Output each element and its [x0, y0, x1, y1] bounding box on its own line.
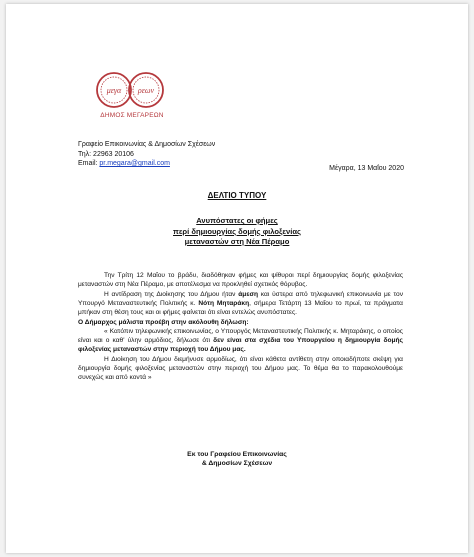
- logo-left-text: μεγα: [106, 86, 122, 95]
- signature-line-1: Εκ του Γραφείου Επικοινωνίας: [187, 451, 287, 458]
- sender-phone: Τηλ: 22963 20106: [78, 150, 134, 158]
- logo-right-text: ρεων: [137, 86, 155, 95]
- signature-block: [6, 450, 468, 468]
- body-text: [78, 272, 403, 384]
- logo-caption: ΔΗΜΟΣ ΜΕΓΑΡΕΩΝ: [100, 112, 164, 119]
- sender-office: Γραφείο Επικοινωνίας & Δημοσίων Σχέσεων: [78, 141, 216, 148]
- paragraph-3: Ο Δήμαρχος μάλιστα προέβη στην ακόλουθη δήλωση:: [78, 318, 249, 326]
- press-release-title: ΔΕΛΤΙΟ ΤΥΠΟΥ: [207, 191, 267, 200]
- email-link[interactable]: pr.megara@gmail.com: [99, 160, 170, 168]
- subject-line-1: Ανυπόστατες οι φήμες: [196, 216, 278, 225]
- paragraph-4: « Κατόπιν τηλεφωνικής επικοινωνίας, ο Υπουργός Μεταναστευτικής Πολιτικής κ. Μηταράκης, ο οποίος είναι και ο καθ' ύλην αρμόδιος, δήλωσε ότι δεν είναι στα σχέδια του Υπουργείου η δημιουργία δομής φιλοξενίας μεταναστών στην περιοχή του Δήμου μας.: [78, 328, 403, 354]
- municipality-logo: [94, 62, 168, 118]
- email-label: Email:: [78, 160, 100, 168]
- sender-block: [78, 140, 215, 169]
- signature-line-2: & Δημοσίων Σχέσεων: [201, 460, 273, 468]
- press-release-page: [6, 4, 468, 553]
- sender-email-line: [78, 159, 215, 169]
- paragraph-2: Η αντίδραση της Διοίκησης του Δήμου ήταν άμεση και ύστερα από τηλεφωνική επικοινωνία με τον Υπουργό Μεταναστευτικής Πολιτικής κ. Νότη Μηταράκη, σήμερα Τετάρτη 13 Μαΐου το πρωί, τα πράγματα μπήκαν στη θέση τους και οι φήμες φαίνεται ότι είναι εντελώς ανυπόστατες.: [78, 290, 403, 316]
- subject-line-2: περί δημιουργίας δομής φιλοξενίας: [173, 226, 301, 236]
- subject-line-3: μεταναστών στη Νέα Πέραμο: [184, 237, 290, 246]
- document-date: Μέγαρα, 13 Μαΐου 2020: [329, 165, 404, 172]
- coin-logo-icon: [94, 62, 168, 118]
- paragraph-5: Η Διοίκηση του Δήμου διεμήνυσε αρμοδίως, ότι είναι κάθετα αντίθετη στην οποιαδήποτε σκέψη για δημιουργία δομής φιλοξενίας μεταναστών στην περιοχή του Δήμου μας. Το θέμα θα το παρακολουθούμε συνεχώς και από κοντά »: [78, 356, 403, 381]
- paragraph-1: Την Τρίτη 12 Μαΐου το βράδυ, διαδόθηκαν φήμες και ψίθυροι περί δημιουργίας δομής φιλοξενίας μεταναστών στη Νέα Πέραμο, με αποτέλεσμα να προκληθεί σχετικός θόρυβος.: [78, 272, 403, 288]
- subject-heading: [6, 216, 468, 248]
